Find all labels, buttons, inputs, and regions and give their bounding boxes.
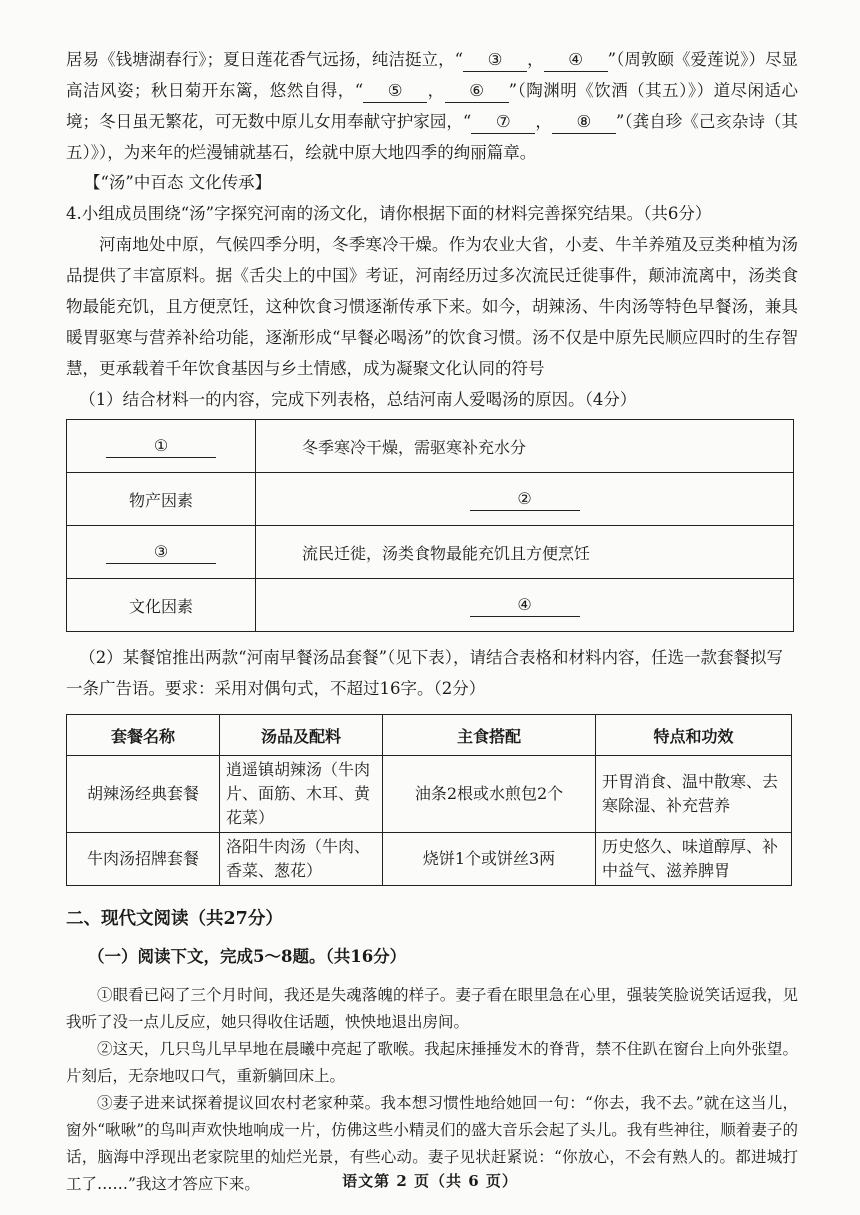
header-soup-ingredients: 汤品及配料 <box>220 715 383 756</box>
factor-cell <box>67 473 256 526</box>
factor-cell <box>67 420 256 473</box>
header-features: 特点和功效 <box>596 715 792 756</box>
features-cell: 开胃消食、温中散寒、去寒除湿、补充营养 <box>596 756 792 833</box>
staple-cell: 油条2根或水煎包2个 <box>383 756 596 833</box>
blank-4: ④ <box>544 49 608 72</box>
soup-ingredients-cell: 洛阳牛肉汤（牛肉、香菜、葱花） <box>220 833 383 886</box>
reason-table-body <box>67 420 794 632</box>
table-header-row <box>67 715 792 756</box>
question-4-stem: 4.小组成员围绕“汤”字探究河南的汤文化，请你根据下面的材料完善探究结果。（共6分） <box>66 204 712 223</box>
blank-5: ⑤ <box>363 80 427 103</box>
comma: ， <box>427 81 445 100</box>
text-segment: ”（龚自珍《己亥杂诗（其五）》），为来年的烂漫铺就基石，绘就中原大地四季的绚丽篇章。 <box>66 112 799 162</box>
text-segment: 居易《钱塘湖春行》；夏日莲花香气远扬，纯洁挺立，“ <box>66 50 464 69</box>
question-4-sub2: （2）某餐馆推出两款“河南早餐汤品套餐”（见下表），请结合表格和材料内容，任选一款套餐拟写一条广告语。要求：采用对偶句式，不超过16字。（2分） <box>66 648 784 698</box>
story-paragraph-1: ①眼看已闷了三个月时间，我还是失魂落魄的样子。妻子看在眼里急在心里，强装笑脸说笑话逗我，见我听了没一点儿反应，她只得收住话题，怏怏地退出房间。 <box>66 986 798 1031</box>
staple-cell: 烧饼1个或饼丝3两 <box>383 833 596 886</box>
blank-7: ⑦ <box>471 111 535 134</box>
poem-paragraph <box>66 44 798 168</box>
part-2-subtitle: （一）阅读下文，完成5～8题。（共16分） <box>88 947 407 966</box>
text-segment: ”（陶渊明《饮酒（其五）》）道尽闲适心境；冬日虽无繁花，可无数中原儿女用奉献守护家园，“ <box>66 81 799 131</box>
table-row <box>67 526 794 579</box>
story-paragraph-3: ③妻子进来试探着提议回农村老家种菜。我本想习惯性地给她回一句：“你去，我不去。”就在这当儿，窗外“啾啾”的鸟叫声欢快地响成一片，仿佛这些小精灵们的盛大音乐会起了头儿。我有些神往，顺着妻子的话，脑海中浮现出老家院里的灿烂光景，有些心动。妻子见状赶紧说：“你放心，不会有熟人的。都进城打工了……”我这才答应下来。 <box>66 1094 798 1193</box>
table-row <box>67 579 794 632</box>
detail-text: 流民迁徙，汤类食物最能充饥且方便烹饪 <box>302 543 591 563</box>
blank-3: ③ <box>463 49 527 72</box>
section-tag: 【“汤”中百态 文化传承】 <box>84 173 272 192</box>
detail-blank: ④ <box>470 594 580 617</box>
factor-label: 物产因素 <box>128 490 193 510</box>
comma: ， <box>535 112 552 131</box>
detail-text: 冬季寒冷干燥，需驱寒补充水分 <box>302 437 527 457</box>
breakfast-set-table <box>66 714 792 886</box>
comma: ， <box>527 50 544 69</box>
question-4-material: 河南地处中原，气候四季分明，冬季寒冷干燥。作为农业大省，小麦、牛羊养殖及豆类种植为汤品提供了丰富原料。据《舌尖上的中国》考证，河南经历过多次流民迁徙事件，颠沛流离中，汤类食物最能充饥，且方便烹饪，这种饮食习惯逐渐传承下来。如今，胡辣汤、牛肉汤等特色早餐汤，兼具暖胃驱寒与营养补给功能，逐渐形成“早餐必喝汤”的饮食习惯。汤不仅是中原先民顺应四时的生存智慧，更承载着千年饮食基因与乡土情感，成为凝聚文化认同的符号 <box>66 235 798 378</box>
reason-table <box>66 419 794 632</box>
blank-6: ⑥ <box>445 80 509 103</box>
blank-8: ⑧ <box>552 111 616 134</box>
page-footer: 语文第 2 页（共 6 页） <box>342 1172 518 1190</box>
table-row <box>67 833 792 886</box>
header-staple: 主食搭配 <box>383 715 596 756</box>
detail-blank: ② <box>470 488 580 511</box>
factor-blank: ③ <box>106 541 216 564</box>
question-4-sub1: （1）结合材料一的内容，完成下列表格，总结河南人爱喝汤的原因。（4分） <box>79 390 637 409</box>
soup-ingredients-cell: 逍遥镇胡辣汤（牛肉片、面筋、木耳、黄花菜） <box>220 756 383 833</box>
table-row <box>67 756 792 833</box>
detail-cell <box>256 473 794 526</box>
header-set-name: 套餐名称 <box>67 715 220 756</box>
features-cell: 历史悠久、味道醇厚、补中益气、滋养脾胃 <box>596 833 792 886</box>
table-row <box>67 420 794 473</box>
part-2-title: 二、现代文阅读（共27分） <box>66 909 283 929</box>
detail-cell <box>256 526 794 579</box>
set-name-cell: 胡辣汤经典套餐 <box>67 756 220 833</box>
detail-cell <box>256 420 794 473</box>
breakfast-set-table-body <box>67 756 792 886</box>
factor-label: 文化因素 <box>128 596 193 616</box>
detail-cell <box>256 579 794 632</box>
factor-cell <box>67 579 256 632</box>
set-name-cell: 牛肉汤招牌套餐 <box>67 833 220 886</box>
story-paragraph-2: ②这天，几只鸟儿早早地在晨曦中亮起了歌喉。我起床捶捶发木的脊背，禁不住趴在窗台上向外张望。片刻后，无奈地叹口气，重新躺回床上。 <box>66 1040 798 1085</box>
table-row <box>67 473 794 526</box>
factor-cell <box>67 526 256 579</box>
factor-blank: ① <box>106 435 216 458</box>
text-segment: ”（周敦颐《爱莲说》）尽显高洁风姿；秋日菊开东篱，悠然自得，“ <box>66 50 799 100</box>
